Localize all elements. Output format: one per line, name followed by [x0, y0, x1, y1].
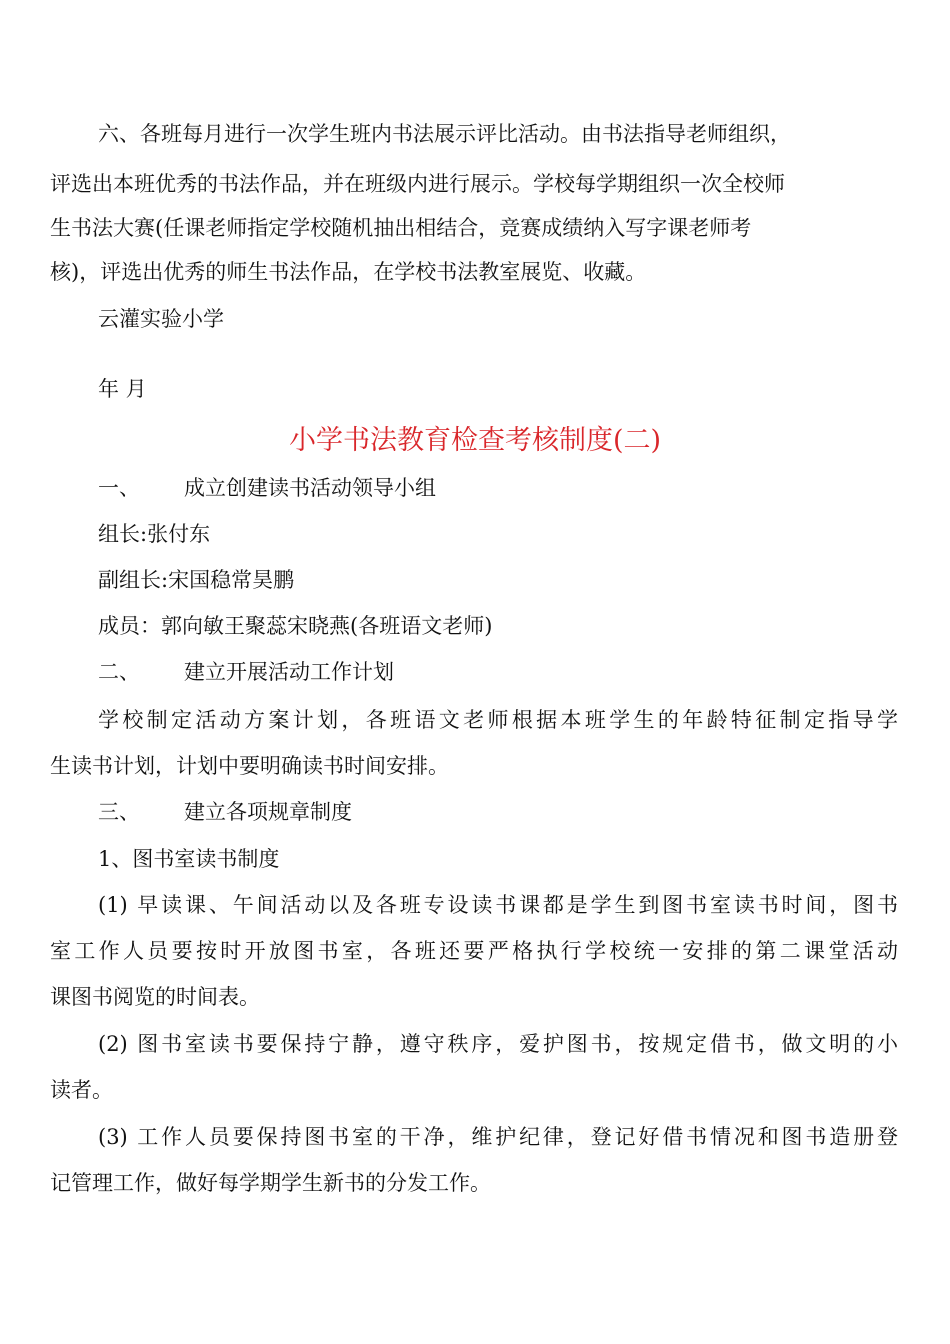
rule3-line1: (3) 工作人员要保持图书室的干净，维护纪律，登记好借书情况和图书造册登	[98, 1125, 898, 1149]
part1-number: 一、	[98, 476, 140, 500]
part2-heading-text: 建立开展活动工作计划	[184, 660, 394, 684]
section6-line2: 评选出本班优秀的书法作品，并在班级内进行展示。学校每学期组织一次全校师	[50, 172, 785, 196]
school-name: 云灌实验小学	[98, 307, 224, 331]
part2-number: 二、	[98, 660, 140, 684]
part3-number: 三、	[98, 800, 140, 824]
part2-para-line1: 学校制定活动方案计划，各班语文老师根据本班学生的年龄特征制定指导学	[98, 708, 898, 732]
section6-line1: 六、各班每月进行一次学生班内书法展示评比活动。由书法指导老师组织，	[98, 122, 791, 146]
part2-para-line2: 生读书计划，计划中要明确读书时间安排。	[50, 754, 449, 778]
rule2-line1: (2) 图书室读书要保持宁静，遵守秩序，爱护图书，按规定借书，做文明的小	[98, 1032, 898, 1056]
library-rules-heading: 1、图书室读书制度	[98, 847, 280, 871]
deputy-line: 副组长:宋国稳常昊鹏	[98, 568, 295, 592]
part2-heading	[98, 658, 394, 686]
rule1-line2: 室工作人员要按时开放图书室，各班还要严格执行学校统一安排的第二课堂活动	[50, 939, 898, 963]
section6-line4: 核)，评选出优秀的师生书法作品，在学校书法教室展览、收藏。	[50, 260, 647, 284]
leader-line: 组长:张付东	[98, 522, 211, 546]
part1-heading	[98, 474, 436, 502]
rule1-line3: 课图书阅览的时间表。	[50, 985, 260, 1009]
section6-line3: 生书法大赛(任课老师指定学校随机抽出相结合，竞赛成绩纳入写字课老师考	[50, 216, 752, 240]
part1-heading-text: 成立创建读书活动领导小组	[184, 476, 436, 500]
rule2-line2: 读者。	[50, 1078, 113, 1102]
date-line: 年 月	[98, 377, 147, 401]
document-title: 小学书法教育检查考核制度(二)	[288, 425, 662, 456]
part3-heading-text: 建立各项规章制度	[184, 800, 352, 824]
rule1-line1: (1) 早读课、午间活动以及各班专设读书课都是学生到图书室读书时间，图书	[98, 893, 898, 917]
part3-heading	[98, 798, 352, 826]
members-line: 成员：郭向敏王聚蕊宋晓燕(各班语文老师)	[98, 614, 493, 638]
rule3-line2: 记管理工作，做好每学期学生新书的分发工作。	[50, 1171, 491, 1195]
